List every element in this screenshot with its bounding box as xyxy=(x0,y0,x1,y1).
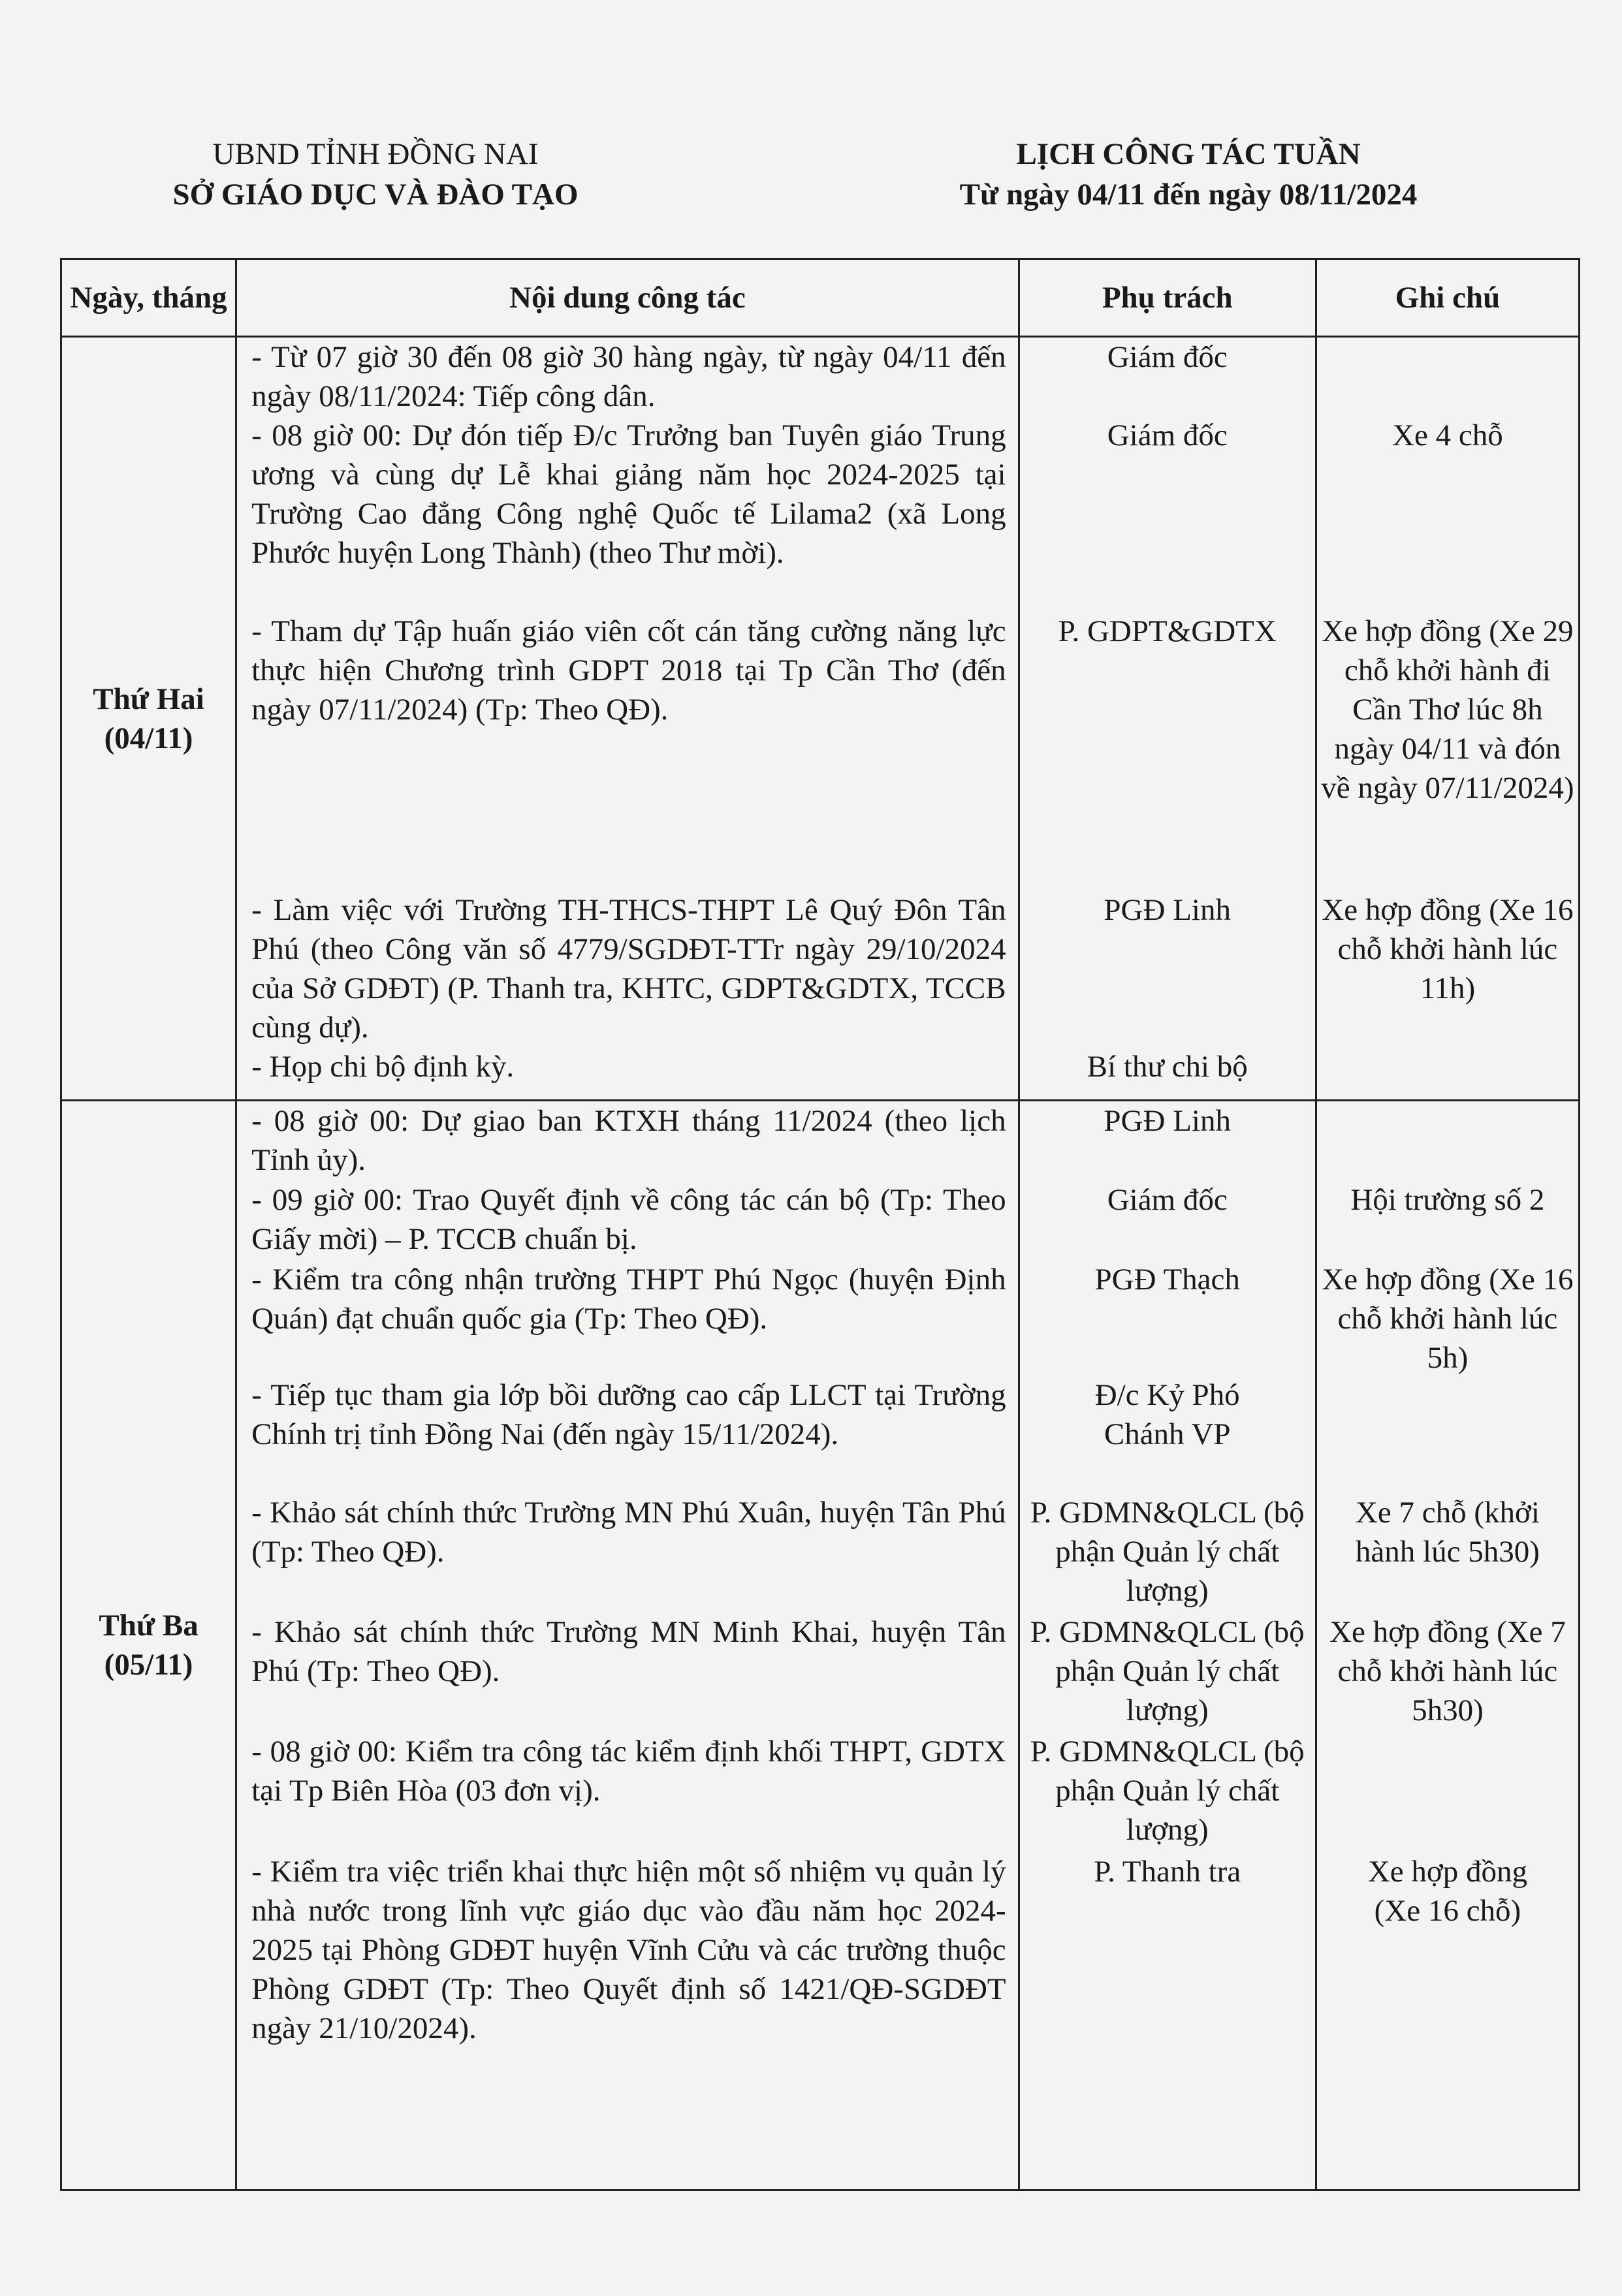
task-responsible: PGĐ Linh xyxy=(1104,893,1231,927)
task-responsible: P. GDMN&QLCL (bộ phận Quản lý chất lượng) xyxy=(1030,1496,1305,1608)
task-content: - Kiểm tra công nhận trường THPT Phú Ngọc (huyện Định Quán) đạt chuẩn quốc gia (Tp: Theo QĐ). xyxy=(251,1263,1006,1336)
task-note: Xe hợp đồng (Xe 16 chỗ) xyxy=(1367,1855,1527,1928)
day-name: Thứ Hai xyxy=(93,682,204,716)
day-cell xyxy=(61,1101,236,2190)
task-note: Xe 4 chỗ xyxy=(1392,418,1503,452)
table-header-row xyxy=(61,259,1580,337)
task-content: - 08 giờ 00: Kiểm tra công tác kiểm định khối THPT, GDTX tại Tp Biên Hòa (03 đơn vị). xyxy=(251,1735,1006,1808)
day-cell xyxy=(61,337,236,1101)
task-content: - 08 giờ 00: Dự đón tiếp Đ/c Trưởng ban Tuyên giáo Trung ương và cùng dự Lễ khai giảng năm học 2024-2025 tại Trường Cao đẳng Công nghệ Quốc tế Lilama2 (xã Long Phước huyện Long Thành) (theo Thư mời). xyxy=(251,418,1006,570)
task-responsible: Giám đốc xyxy=(1107,1183,1228,1217)
task-content: - Từ 07 giờ 30 đến 08 giờ 30 hàng ngày, từ ngày 04/11 đến ngày 08/11/2024: Tiếp công dân. xyxy=(251,340,1006,413)
document-heading xyxy=(842,134,1535,215)
column-header-day: Ngày, tháng xyxy=(61,259,236,337)
document-title: LỊCH CÔNG TÁC TUẦN xyxy=(1016,137,1361,171)
task-responsible: PGĐ Linh xyxy=(1104,1104,1231,1138)
task-note: Xe hợp đồng (Xe 7 chỗ khởi hành lúc 5h30) xyxy=(1329,1615,1566,1727)
task-content: - Tiếp tục tham gia lớp bồi dưỡng cao cấp LLCT tại Trường Chính trị tỉnh Đồng Nai (đến ngày 15/11/2024). xyxy=(251,1378,1006,1451)
task-note: Xe hợp đồng (Xe 29 chỗ khởi hành đi Cần Thơ lúc 8h ngày 04/11 và đón về ngày 07/11/2024) xyxy=(1321,614,1574,805)
task-content: - 09 giờ 00: Trao Quyết định về công tác cán bộ (Tp: Theo Giấy mời) – P. TCCB chuẩn bị. xyxy=(251,1183,1006,1256)
task-note: Xe 7 chỗ (khởi hành lúc 5h30) xyxy=(1355,1496,1540,1569)
task-note: Xe hợp đồng (Xe 16 chỗ khởi hành lúc 11h) xyxy=(1322,893,1574,1005)
note-cell xyxy=(1316,337,1579,1101)
content-cell xyxy=(236,337,1019,1101)
task-content: - Tham dự Tập huấn giáo viên cốt cán tăng cường năng lực thực hiện Chương trình GDPT 2018 tại Tp Cần Thơ (đến ngày 07/11/2024) (Tp: Theo QĐ). xyxy=(251,614,1006,727)
task-responsible: Bí thư chi bộ xyxy=(1087,1050,1248,1084)
task-responsible: PGĐ Thạch xyxy=(1094,1263,1240,1297)
day-date: (05/11) xyxy=(104,1648,193,1682)
column-header-note: Ghi chú xyxy=(1316,259,1579,337)
column-header-content: Nội dung công tác xyxy=(236,259,1019,337)
column-header-responsible: Phụ trách xyxy=(1019,259,1316,337)
day-date: (04/11) xyxy=(104,721,193,755)
task-responsible: P. GDMN&QLCL (bộ phận Quản lý chất lượng) xyxy=(1030,1615,1305,1727)
department-name: SỞ GIÁO DỤC VÀ ĐÀO TẠO xyxy=(172,178,579,212)
table-row xyxy=(61,337,1580,1101)
task-note: Hội trường số 2 xyxy=(1350,1183,1545,1217)
task-content: - Kiểm tra việc triển khai thực hiện một số nhiệm vụ quản lý nhà nước trong lĩnh vực giáo dục vào đầu năm học 2024-2025 tại Phòng GDĐT huyện Vĩnh Cửu và các trường thuộc Phòng GDĐT (Tp: Theo Quyết định số 1421/QĐ-SGDĐT ngày 21/10/2024). xyxy=(251,1855,1006,2045)
task-content: - Khảo sát chính thức Trường MN Phú Xuân, huyện Tân Phú (Tp: Theo QĐ). xyxy=(251,1496,1006,1569)
weekly-schedule-table xyxy=(60,258,1580,2191)
task-content: - 08 giờ 00: Dự giao ban KTXH tháng 11/2024 (theo lịch Tỉnh ủy). xyxy=(251,1104,1006,1177)
issuing-authority xyxy=(104,134,646,215)
task-responsible: Giám đốc xyxy=(1107,340,1228,374)
task-note: Xe hợp đồng (Xe 16 chỗ khởi hành lúc 5h) xyxy=(1322,1263,1574,1375)
task-content: - Khảo sát chính thức Trường MN Minh Khai, huyện Tân Phú (Tp: Theo QĐ). xyxy=(251,1615,1006,1688)
task-responsible: Giám đốc xyxy=(1107,418,1228,452)
note-cell xyxy=(1316,1101,1579,2190)
responsible-cell xyxy=(1019,1101,1316,2190)
responsible-cell xyxy=(1019,337,1316,1101)
task-content: - Họp chi bộ định kỳ. xyxy=(251,1050,515,1084)
task-content: - Làm việc với Trường TH-THCS-THPT Lê Quý Đôn Tân Phú (theo Công văn số 4779/SGDĐT-TTr ngày 29/10/2024 của Sở GDĐT) (P. Thanh tra, KHTC, GDPT&GDTX, TCCB cùng dự). xyxy=(251,893,1006,1045)
content-cell xyxy=(236,1101,1019,2190)
task-responsible: P. GDPT&GDTX xyxy=(1058,614,1277,648)
task-responsible: Đ/c Kỷ Phó Chánh VP xyxy=(1094,1378,1240,1451)
parent-authority: UBND TỈNH ĐỒNG NAI xyxy=(212,137,539,171)
document-period: Từ ngày 04/11 đến ngày 08/11/2024 xyxy=(959,178,1418,212)
table-row xyxy=(61,1101,1580,2190)
task-responsible: P. GDMN&QLCL (bộ phận Quản lý chất lượng) xyxy=(1030,1735,1305,1847)
task-responsible: P. Thanh tra xyxy=(1094,1855,1241,1889)
day-name: Thứ Ba xyxy=(99,1609,199,1643)
